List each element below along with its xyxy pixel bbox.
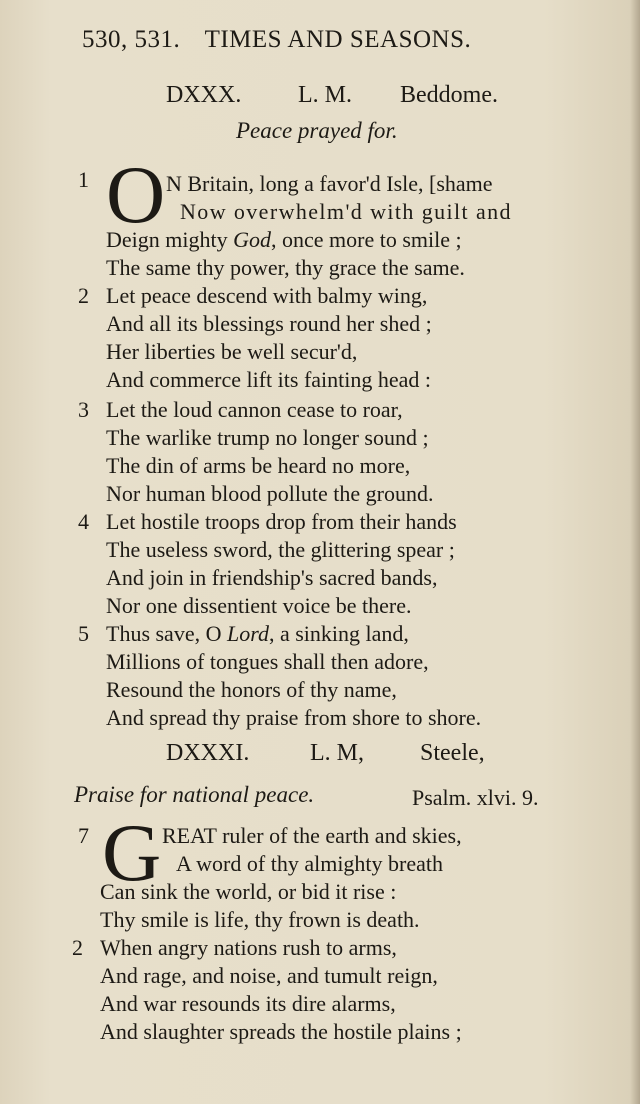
verse-line: N Britain, long a favor'd Isle, [shame xyxy=(166,171,493,196)
verse-line: Let hostile troops drop from their hands xyxy=(106,509,457,534)
verse-line: Nor one dissentient voice be there. xyxy=(106,593,412,618)
hymn-meter: L. M, xyxy=(310,740,364,766)
stanza-number: 7 xyxy=(78,823,89,848)
hymn-number: DXXX. xyxy=(166,82,242,108)
stanza-number: 2 xyxy=(78,283,89,308)
hymn-meter: L. M. xyxy=(298,82,352,108)
verse-line: Nor human blood pollute the ground. xyxy=(106,481,434,506)
verse-line: And join in friendship's sacred bands, xyxy=(106,565,438,590)
stanza-number: 3 xyxy=(78,397,89,422)
verse-line: Let the loud cannon cease to roar, xyxy=(106,397,403,422)
verse-line: Let peace descend with balmy wing, xyxy=(106,283,428,308)
verse-line: And all its blessings round her shed ; xyxy=(106,311,432,336)
hymn-subtitle: Praise for national peace. xyxy=(74,782,315,807)
hymn-number: DXXXI. xyxy=(166,740,250,766)
verse-line: And war resounds its dire alarms, xyxy=(100,991,396,1016)
verse-line: The same thy power, thy grace the same. xyxy=(106,255,465,280)
verse-line: A word of thy almighty breath xyxy=(176,851,444,876)
verse-line: And spread thy praise from shore to shore. xyxy=(106,705,482,730)
hymn-subtitle: Peace prayed for. xyxy=(236,118,398,143)
page-edge-shadow xyxy=(630,0,640,1104)
verse-line: The din of arms be heard no more, xyxy=(106,453,411,478)
stanza-number: 5 xyxy=(78,621,89,646)
verse-line: When angry nations rush to arms, xyxy=(100,935,397,960)
drop-capital: O xyxy=(106,149,166,240)
verse-line: And rage, and noise, and tumult reign, xyxy=(100,963,438,988)
verse-line: Thus save, O Lord, a sinking land, xyxy=(106,621,409,646)
stanza-number: 1 xyxy=(78,167,89,192)
verse-line: Can sink the world, or bid it rise : xyxy=(100,879,397,904)
page-numbers: 530, 531. xyxy=(82,26,181,53)
drop-capital: G xyxy=(102,807,162,898)
verse-line: REAT ruler of the earth and skies, xyxy=(162,823,462,848)
verse-line: And slaughter spreads the hostile plains ; xyxy=(100,1019,462,1044)
hymn-author: Beddome. xyxy=(400,82,498,108)
verse-line: Now overwhelm'd with guilt and xyxy=(180,199,512,224)
verse-line: Resound the honors of thy name, xyxy=(106,677,397,702)
verse-line: Millions of tongues shall then adore, xyxy=(106,649,429,674)
verse-line: The useless sword, the glittering spear ; xyxy=(106,537,455,562)
stanza-number: 2 xyxy=(72,935,83,960)
running-title: TIMES AND SEASONS. xyxy=(204,26,472,53)
scripture-reference: Psalm. xlvi. 9. xyxy=(412,785,539,810)
verse-line: The warlike trump no longer sound ; xyxy=(106,425,429,450)
running-header xyxy=(82,26,542,54)
verse-line: And commerce lift its fainting head : xyxy=(106,367,432,392)
stanza-number: 4 xyxy=(78,509,89,534)
verse-line: Thy smile is life, thy frown is death. xyxy=(100,907,420,932)
verse-line: Her liberties be well secur'd, xyxy=(106,339,358,364)
verse-line: Deign mighty God, once more to smile ; xyxy=(106,227,462,252)
hymn-author: Steele, xyxy=(420,740,485,766)
